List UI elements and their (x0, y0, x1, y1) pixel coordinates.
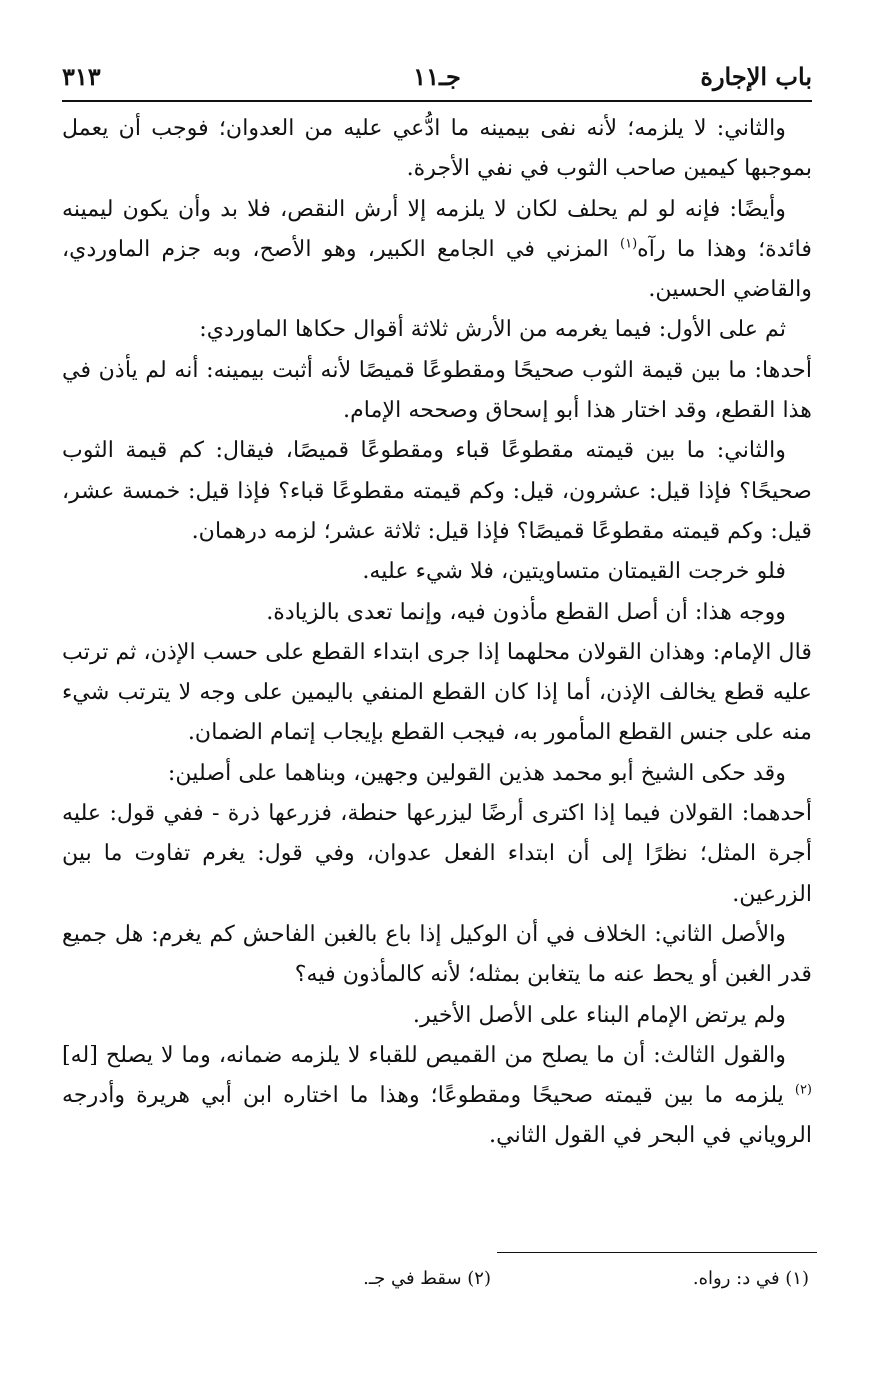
paragraph: أحدهما: القولان فيما إذا اكترى أرضًا ليزرعها حنطة، فزرعها ذرة - ففي قول: عليه أجرة المثل؛ نظرًا إلى أن ابتداء الفعل عدوان، وفي قول: يغرم تفاوت ما بين الزرعين. (62, 800, 812, 907)
paragraph: والثاني: ما بين قيمته مقطوعًا قباء ومقطوعًا قميصًا، فيقال: كم قيمة الثوب صحيحًا؟ فإذا قيل: عشرون، قيل: وكم قيمته مقطوعًا قباء؟ فإذا قيل: خمسة عشر، قيل: وكم قيمته مقطوعًا قميصًا؟ فإذا قيل: ثلاثة عشر؛ لزمه درهمان. (62, 437, 812, 544)
running-header (62, 56, 812, 100)
paragraph: فلو خرجت القيمتان متساويتين، فلا شيء عليه. (362, 558, 786, 585)
paragraph: قال الإمام: وهذان القولان محلهما إذا جرى ابتداء القطع على حسب الإذن، ثم ترتب عليه قطع يخالف الإذن، أما إذا كان القطع المنفي باليمين على وجه لا يترتب شيء منه على جنس القطع المأمور به، فيجب القطع بإيجاب إتمام الضمان. (62, 638, 812, 746)
volume-label: جـ١١ (413, 62, 461, 91)
paragraph: والثاني: لا يلزمه؛ لأنه نفى بيمينه ما ادُّعي عليه من العدوان؛ فوجب أن يعمل بموجبها كيمين صاحب الثوب في نفي الأجرة. (62, 115, 812, 182)
main-text (62, 108, 812, 1156)
footnote-1: (١) في د: رواه. (692, 1268, 809, 1289)
paragraph: ثم على الأول: فيما يغرمه من الأرش ثلاثة أقوال حكاها الماوردي: (199, 316, 786, 343)
footnote-divider (497, 1252, 817, 1253)
paragraph (62, 189, 812, 310)
footnote-marker[interactable]: (١) (620, 236, 638, 252)
bracketed-insertion: [له] (62, 1041, 98, 1068)
paragraph: ووجه هذا: أن أصل القطع مأذون فيه، وإنما تعدى بالزيادة. (266, 598, 786, 625)
header-divider (62, 100, 812, 102)
paragraph: أحدها: ما بين قيمة الثوب صحيحًا ومقطوعًا قميصًا لأنه أثبت بيمينه: أنه لم يأذن في هذا القطع، وقد اختار هذا أبو إسحاق وصححه الإمام. (62, 356, 812, 424)
footnote-marker[interactable]: (٢) (794, 1082, 812, 1098)
page-number: ٣١٣ (62, 62, 101, 91)
paragraph-text: المزني في الجامع الكبير، وهو الأصح، وبه جزم الماوردي، والقاضي الحسين. (62, 235, 812, 303)
paragraph: ولم يرتض الإمام البناء على الأصل الأخير. (412, 1001, 786, 1028)
paragraph-text: يلزمه ما بين قيمته صحيحًا ومقطوعًا؛ وهذا ما اختاره ابن أبي هريرة وأدرجه الروياني في البحر في القول الثاني. (62, 1082, 812, 1149)
paragraph-text: وأيضًا: فإنه لو لم يحلف لكان لا يلزمه إلا أرش النقص، فلا بد وأن يكون ليمينه فائدة؛ وهذا ما رآه (62, 195, 812, 262)
paragraph: وقد حكى الشيخ أبو محمد هذين القولين وجهين، وبناهما على أصلين: (167, 759, 786, 786)
paragraph: والأصل الثاني: الخلاف في أن الوكيل إذا باع بالغبن الفاحش كم يغرم: هل جميع قدر الغبن أو يحط عنه ما يتغابن بمثله؛ لأنه كالمأذون فيه؟ (62, 920, 812, 988)
footnote-2: (٢) سقط في جـ. (363, 1268, 491, 1289)
chapter-title: باب الإجارة (700, 62, 812, 91)
paragraph-text: والقول الثالث: أن ما يصلح من القميص للقباء لا يلزمه ضمانه، وما لا يصلح (105, 1041, 786, 1068)
page (62, 56, 812, 1156)
paragraph (62, 1035, 812, 1156)
